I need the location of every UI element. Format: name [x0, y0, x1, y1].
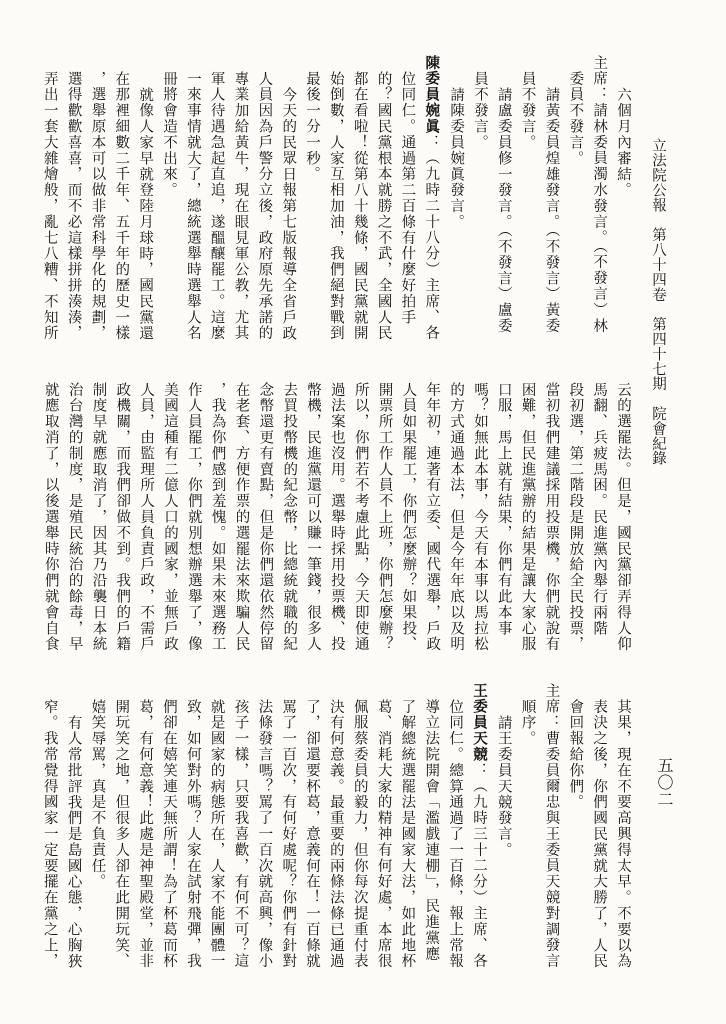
text-column: 專業加給黃牛，現在眼見軍公教，尤其: [232, 70, 249, 342]
text-column: 位同仁。總算通過了一百條，報上常報: [447, 698, 464, 970]
text-column: 請王委員天競發言。: [495, 714, 512, 858]
text-column: 有人常批評我們是島國心態，心胸狹: [65, 714, 82, 970]
text-column: 罵了一百次，有何好處呢？你們有針對: [280, 698, 297, 970]
speaker-name: 王委員天競: [470, 683, 488, 763]
page-header: 立法院公報 第八十四卷 第四十七期 院會紀錄: [650, 138, 666, 466]
text-column: 的？國民黨根本就勝之不武，全國人民: [375, 70, 392, 342]
text-column: ，我為你們感到羞愧。如果未來選務工: [209, 381, 226, 653]
text-column: 佩服蔡委員的毅力，但你每次提重付表: [351, 698, 368, 970]
text-column: 當初我們建議採用投票機，你們就說有: [543, 381, 560, 653]
text-column: 嗎？如無此本事，今天有本事以馬拉松: [471, 381, 488, 653]
text-column: 一來事情就大了，總統選舉時選舉人名: [184, 70, 201, 342]
text-column: 美國這種有二億人口的國家，並無戶政: [161, 381, 178, 653]
text-column: 人員，由監理所人員負責戶政，不需戶: [138, 381, 155, 653]
text-column: 年年初，連著有立委、國代選舉，戶政: [424, 381, 441, 653]
text-column: 六個月內審結。: [615, 86, 631, 199]
text-column: 云的選罷法。但是，國民黨卻弄得人仰: [615, 381, 631, 653]
text-column: 孩子一樣，只要我喜歡，有何不可？這: [232, 698, 249, 970]
text-column: 嬉笑辱罵，真是不負責任。: [89, 698, 106, 890]
text-column: 段初選，第二階段是開放給全民投票，: [567, 381, 584, 653]
text-column: 員不發言。: [471, 70, 488, 151]
text-column: 最後一分一秒。: [304, 70, 321, 183]
text-column: 作人員罷工，你們就別想辦選舉了，像: [185, 381, 202, 653]
text-column: 其果，現在不要高興得太早。不要以為: [615, 698, 631, 970]
text-column: 就是國家的病態所在，人家不能團體一: [208, 698, 225, 970]
text-column: 法條發言嗎？罵了一百次就高興，像小: [256, 698, 273, 970]
text-column: 去買投幣機的紀念幣，比總統就職的紀: [281, 381, 298, 653]
text-column: 葛、消耗大家的精神有何好處，本席很: [375, 698, 392, 970]
text-column: 員不發言。: [519, 70, 536, 151]
text-column: 陳委員婉眞：（九時二十八分）主席、各: [423, 55, 441, 342]
speaker-name: 陳委員婉眞: [423, 55, 441, 135]
text-column: 冊將會造不出來。: [160, 70, 177, 199]
text-column: 主席：曹委員爾忠與王委員天競對調發言: [543, 683, 560, 970]
text-column: 請盧委員修一發言。（不發言）盧委: [495, 86, 512, 334]
text-column: 了，卻還要杯葛，意義何在！一百條就: [304, 698, 321, 970]
text-column: 今天的民眾日報第七版報導全省戶政: [280, 86, 297, 342]
text-column: 制度早就應取消了，因其乃沿襲日本統: [90, 381, 107, 653]
text-column: 們卻在嬉笑連天無所謂！為了杯葛而杯: [160, 698, 177, 970]
text-column: 會回報給你們。: [567, 698, 584, 811]
text-column: 決有何意義。最重要的兩條法條已通過: [327, 698, 344, 970]
text-column: 所以，你們若不考慮此點，今天即使通: [352, 381, 369, 653]
page-number: 五〇二: [655, 757, 674, 808]
text-column: 了解總統選罷法是國家大法，如此地杯: [399, 698, 416, 970]
text-column: 順序。: [519, 698, 536, 747]
text-column: 馬翻、兵疲馬困。民進黨內舉行兩階: [591, 381, 608, 637]
text-column: 弄出一套大雜燴般，亂七八糟、不知所: [41, 70, 58, 342]
text-column: 就像人家早就登陸月球時，國民黨還: [137, 86, 154, 342]
text-column: 困難，但民進黨辦的結果是讓大家心服: [519, 381, 536, 653]
text-column: 在那裡細數二千年、五千年的歷史一樣: [113, 70, 130, 342]
text-column: 就應取消了，以後選舉時你們就會自食: [42, 381, 59, 653]
text-column: 開玩笑之地，但很多人卻在此開玩笑、: [113, 698, 130, 970]
text-column: 念幣還更有賣點，但是你們還依然停留: [257, 381, 274, 653]
text-column: 王委員天競：（九時三十二分）主席、各: [470, 683, 488, 970]
text-column: 位同仁。通過第二百條有什麼好拍手: [399, 70, 416, 326]
text-column: 始倒數，人家互相加油，我們絕對戰到: [327, 70, 344, 342]
text-column: 口服，馬上就有結果，你們有此本事: [495, 381, 512, 637]
text-column: 導立法院開會「濫戲連棚」，民進黨應: [423, 698, 440, 962]
text-column: 的方式通過本法，但是今年年底以及明: [448, 381, 465, 653]
text-column: 表決之後，你們國民黨就大勝了，人民: [591, 698, 608, 970]
text-column: 葛，有何意義！此處是神聖殿堂，並非: [137, 698, 154, 970]
text-column: 人員因為戶警分立後，政府原先承諾的: [256, 70, 273, 342]
text-column: 過法案也沒用。選舉時採用投票機、投: [328, 381, 345, 653]
text-column: 幣機，民進黨還可以賺一筆錢，很多人: [305, 381, 322, 653]
text-column: 窄。我常覺得國家一定要擺在黨之上，: [41, 698, 58, 970]
text-band-bottom: [38, 683, 634, 985]
text-column: 人員如果罷工，你們怎麼辦？如果投、: [400, 381, 417, 653]
text-column: 都在看啦！從第八十幾條，國民黨就開: [351, 70, 368, 342]
text-column: 委員不發言。: [567, 70, 584, 167]
text-column: 在老套、方便作票的選罷法來欺騙人民: [233, 381, 250, 653]
text-column: ，選舉原本可以做非常科學化的規劃，: [89, 70, 106, 342]
text-column: 治台灣的制度，是殖民統治的餘毒，早: [66, 381, 83, 653]
text-column: 請黃委員煌雄發言。（不發言）黃委: [543, 86, 560, 334]
text-column: 請陳委員婉眞發言。: [448, 86, 465, 230]
text-band-top: [38, 55, 634, 357]
text-column: 致，如何對外嗎？人家在試射飛彈，我: [184, 698, 201, 970]
text-column: 選得歡歡喜喜，而不必這樣拼拼湊湊，: [65, 70, 82, 342]
text-column: 開票所工作人員不上班，你們怎麼辦？: [376, 381, 393, 653]
text-band-middle: [38, 366, 634, 668]
text-column: 政機關，而我們卻做不到。我們的戶籍: [114, 381, 131, 653]
text-column: 主席：請林委員濁水發言。（不發言）林: [591, 55, 608, 334]
text-column: 軍人待遇急起直追，遂醞釀罷工。這麼: [208, 70, 225, 342]
